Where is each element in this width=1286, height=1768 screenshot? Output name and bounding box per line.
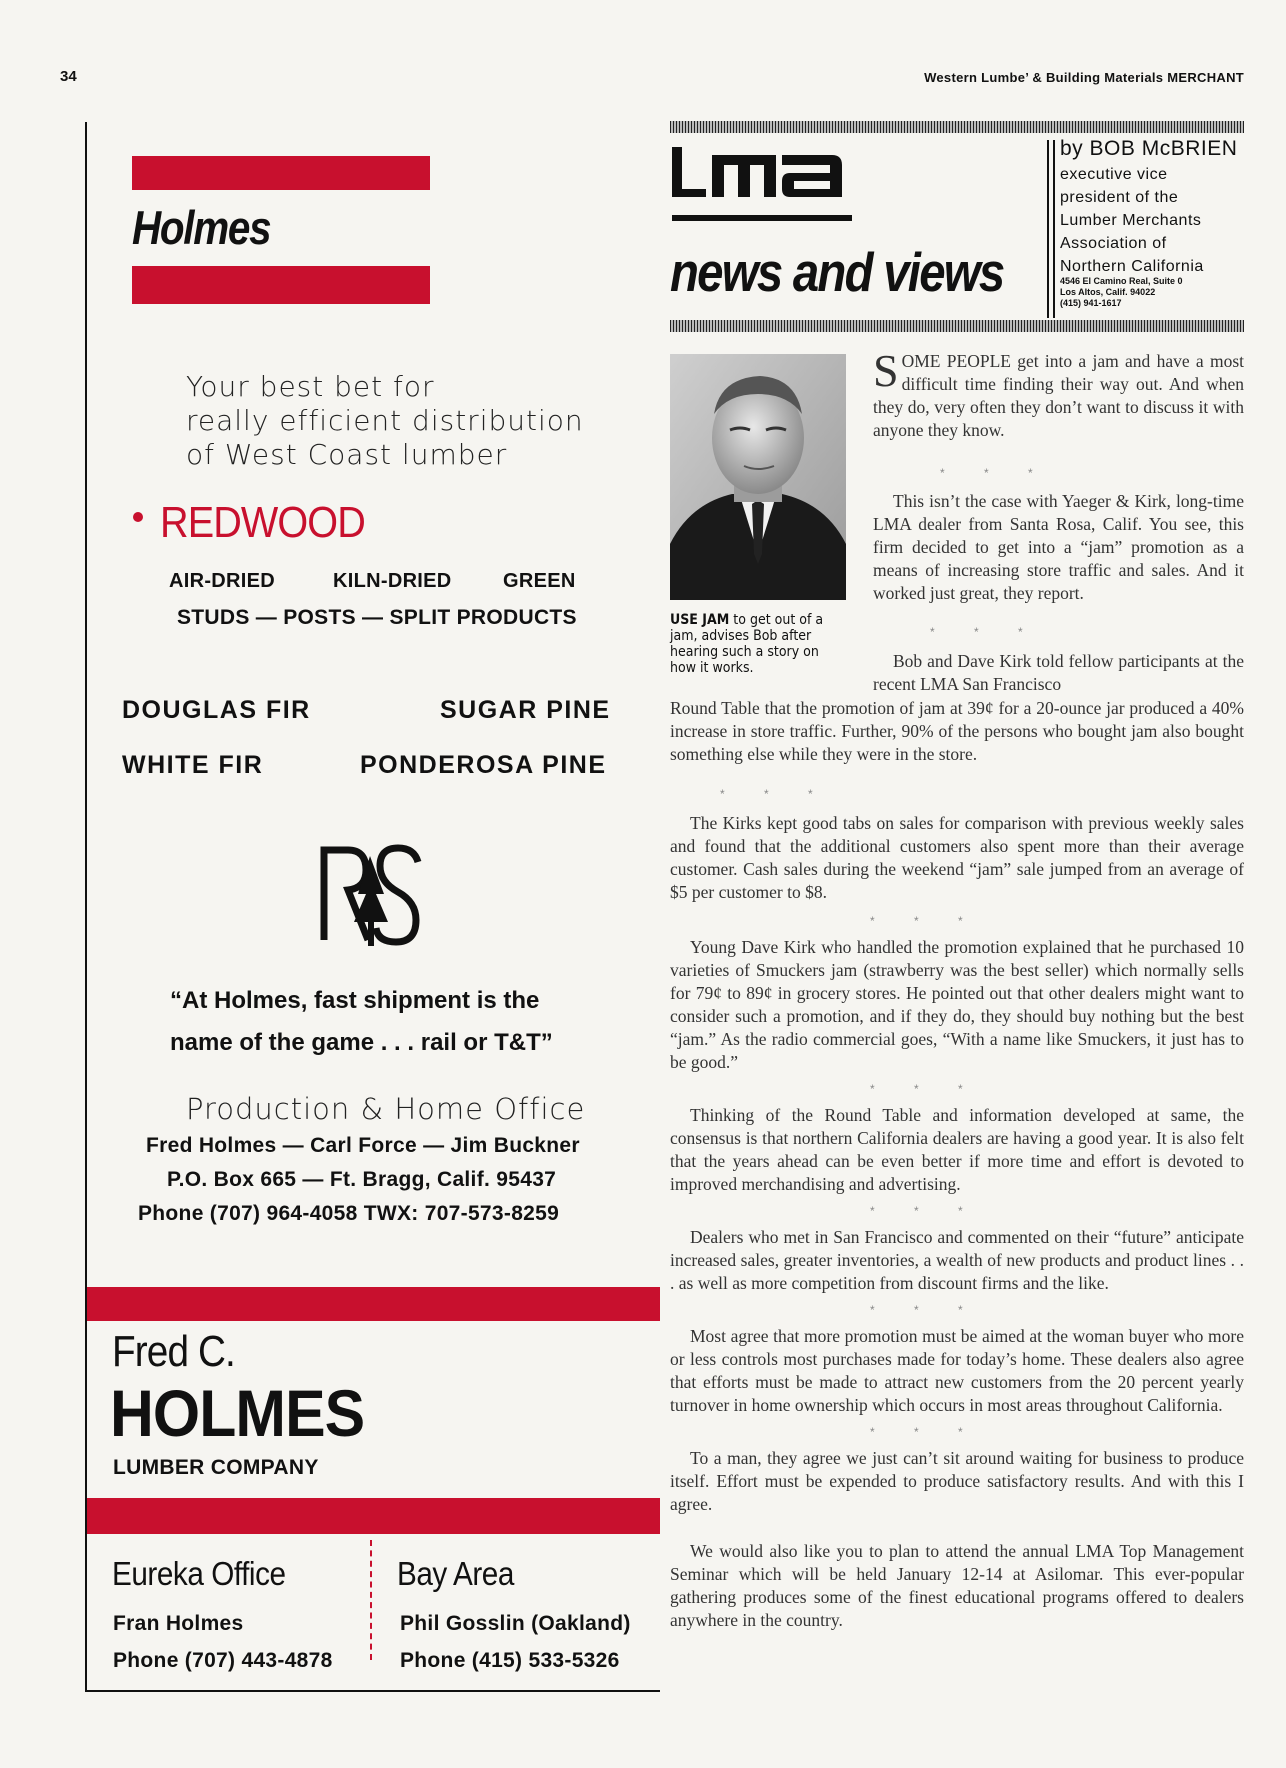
- lma-logo-icon: [672, 147, 852, 237]
- article-paragraph: Thinking of the Round Table and information developed at same, the consensus is that northern California dealers are having a good year. It is also felt that the years ahead can be even better if more time and effort is devoted to improved merchandising and advertising.: [670, 1105, 1244, 1194]
- byline-title-line: Lumber Merchants: [1060, 212, 1202, 229]
- production-office-heading: Production & Home Office: [186, 1092, 586, 1126]
- company-bar-bottom: [87, 1498, 660, 1534]
- species-white-fir: WHITE FIR: [122, 751, 264, 779]
- photo-caption-lead: USE JAM: [670, 612, 730, 628]
- company-bar-top: [87, 1287, 660, 1321]
- section-separator: * * *: [870, 1425, 981, 1439]
- company-name-line1: Fred C.: [112, 1327, 235, 1376]
- article-paragraph: Young Dave Kirk who handled the promotion explained that he purchased 10 varieties of Smuckers jam (strawberry was the best seller) which normally sells for 79¢ to 89¢ in grocery stores. He pointed out that other dealers might want to consider such a promotion, and if they do, they should buy nothing but the best “jam.” As the radio commercial goes, “With a name like Smuckers, it just has to be good.”: [670, 937, 1244, 1072]
- byline-title-line: Northern California: [1060, 258, 1204, 275]
- author-portrait-photo: [670, 354, 846, 600]
- grade-kiln-dried: KILN-DRIED: [333, 570, 452, 592]
- article-paragraph: Dealers who met in San Francisco and commented on their “future” anticipate increased sales, greater inventories, a wealth of new products and product lines . . . as well as more competition from discount firms and the like.: [670, 1227, 1244, 1293]
- grade-air-dried: AIR-DRIED: [169, 570, 276, 592]
- byline-address-line: Los Altos, Calif. 94022: [1060, 287, 1156, 297]
- company-name-line2: HOLMES: [110, 1376, 365, 1450]
- article-paragraph: This isn’t the case with Yaeger & Kirk, long-time LMA dealer from Santa Rosa, Calif. You see, this firm decided to get into a “jam” promotion as a means of increasing store traffic and sales. And it worked just great, they report.: [873, 491, 1244, 603]
- column-title: news and views: [670, 241, 1004, 303]
- article-paragraph: Most agree that more promotion must be aimed at the woman buyer who more or less controls most purchases made for today’s home. These dealers also agree that efforts must be made to attract new customers from the 20 percent yearly turnover in home ownership which occurs in most areas throughout California.: [670, 1326, 1244, 1415]
- eureka-office-contact: Fran Holmes: [113, 1612, 244, 1635]
- section-separator: * * *: [930, 625, 1041, 639]
- section-separator: * * *: [870, 1303, 981, 1317]
- section-separator: * * *: [870, 1204, 981, 1218]
- byline-title-line: Association of: [1060, 235, 1167, 252]
- holmes-logo: Holmes: [132, 201, 271, 254]
- byline-rule: [1047, 140, 1049, 318]
- redwood-products: STUDS — POSTS — SPLIT PRODUCTS: [177, 606, 577, 629]
- production-office-address: P.O. Box 665 — Ft. Bragg, Calif. 95437: [167, 1168, 557, 1191]
- byline-title: [1060, 163, 1204, 278]
- byline-rule: [1053, 140, 1055, 318]
- byline-address-line: 4546 El Camino Real, Suite 0: [1060, 276, 1183, 286]
- section-separator: * * *: [940, 466, 1051, 480]
- article-paragraph: [873, 345, 1244, 442]
- article-paragraph: We would also like you to plan to attend the annual LMA Top Management Seminar which will be held January 12-14 at Asilomar. This ever-popular gathering produces some of the finest educational programs offered to dealers anywhere in the country.: [670, 1541, 1244, 1630]
- masthead-rule-bottom: [670, 320, 1244, 332]
- article-paragraph: The Kirks kept good tabs on sales for comparison with previous weekly sales and found that the additional customers also spent more than their average customer. Cash sales during the weekend “jam” sale jumped from an average of $5 per customer to $8.: [670, 813, 1244, 902]
- section-separator: * * *: [870, 914, 981, 928]
- photo-caption-text: to get out of a jam, advises Bob after hearing such a story on how it works.: [670, 612, 824, 676]
- article-paragraph: To a man, they agree we just can’t sit around waiting for business to produce itself. Effort must be expended to produce satisfactory results. And with this I agree.: [670, 1448, 1244, 1514]
- tagline-line: Your best bet for: [186, 370, 435, 403]
- ad-quote: “At Holmes, fast shipment is the name of the game . . . rail or T&T”: [170, 987, 553, 1056]
- drop-cap: S: [873, 345, 899, 396]
- production-office-people: Fred Holmes — Carl Force — Jim Buckner: [146, 1134, 580, 1157]
- eureka-office-phone: Phone (707) 443-4878: [113, 1649, 333, 1672]
- page-number: 34: [60, 68, 77, 85]
- byline-address: [1060, 276, 1183, 309]
- company-name-line3: LUMBER COMPANY: [113, 1456, 319, 1479]
- article-paragraph: Bob and Dave Kirk told fellow participants at the recent LMA San Francisco: [873, 651, 1244, 694]
- species-ponderosa-pine: PONDEROSA PINE: [360, 751, 607, 779]
- section-separator: * * *: [870, 1082, 981, 1096]
- lma-logo: [672, 147, 852, 242]
- production-office-phone: Phone (707) 964-4058 TWX: 707-573-8259: [138, 1202, 560, 1225]
- species-sugar-pine: SUGAR PINE: [440, 696, 611, 724]
- byline-name: by BOB McBRIEN: [1060, 137, 1238, 160]
- ad-border-bottom: [85, 1690, 660, 1692]
- rs-emblem-icon: [318, 842, 428, 952]
- ad-border-left: [85, 122, 87, 1690]
- byline-title-line: executive vice: [1060, 166, 1168, 183]
- article-paragraph-continued: Round Table that the promotion of jam at 39¢ for a 20-ounce jar produced a 40% increase in store traffic. Further, 90% of the persons who bought jam also bought something else while they were in the store.: [670, 698, 1244, 764]
- byline-address-line: (415) 941-1617: [1060, 298, 1122, 308]
- masthead-rule-top: [670, 121, 1244, 133]
- eureka-office-heading: Eureka Office: [112, 1555, 286, 1592]
- tagline-line: of West Coast lumber: [186, 438, 508, 471]
- running-head: Western Lumbe’ & Building Materials MERCHANT: [924, 70, 1244, 85]
- bay-office-contact: Phil Gosslin (Oakland): [400, 1612, 631, 1635]
- species-douglas-fir: DOUGLAS FIR: [122, 696, 311, 724]
- paragraph-text: OME PEOPLE get into a jam and have a most difficult time finding their way out. And when they do, very often they don’t want to discuss it with anyone they know.: [873, 351, 1244, 440]
- bay-office-phone: Phone (415) 533-5326: [400, 1649, 620, 1672]
- grade-green: GREEN: [503, 570, 576, 592]
- bullet-icon: [133, 512, 143, 522]
- tagline-line: really efficient distribution: [186, 404, 584, 437]
- ad-tagline: [186, 370, 584, 472]
- office-divider: [370, 1540, 372, 1660]
- logo-bar-bottom: [132, 266, 430, 304]
- section-separator: * * *: [720, 787, 831, 801]
- logo-bar-top: [132, 156, 430, 190]
- photo-caption: [670, 612, 841, 676]
- byline-title-line: president of the: [1060, 189, 1179, 206]
- redwood-heading: REDWOOD: [160, 498, 365, 547]
- bay-office-heading: Bay Area: [397, 1555, 514, 1592]
